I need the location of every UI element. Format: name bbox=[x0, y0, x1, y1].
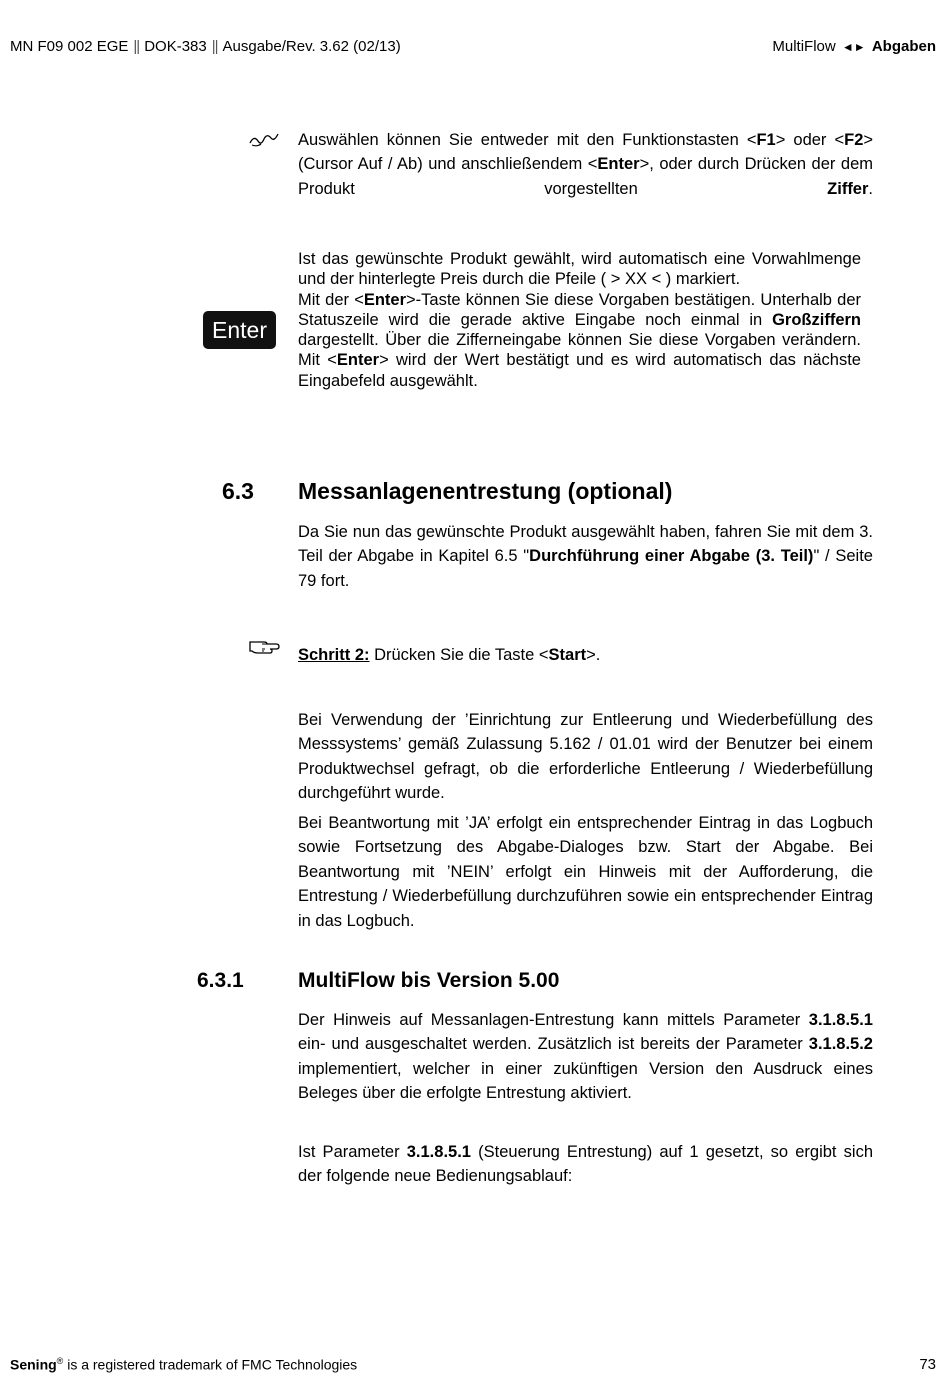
subsection-title: MultiFlow bis Version 5.00 bbox=[298, 969, 560, 992]
footer-trademark: Sening® is a registered trademark of FMC Technologies bbox=[10, 1356, 358, 1373]
header-doc-info bbox=[10, 38, 401, 55]
parameter-hint-paragraph: Der Hinweis auf Messanlagen-Entrestung kann mittels Parameter 3.1.8.5.1 ein- und ausgeschaltet werden. Zusätzlich ist bereits der Parameter 3.1.8.5.2 implementiert, welcher in einer zukünftigen Version den Ausdruck eines Beleges über die erfolgte Entrestung aktiviert. bbox=[298, 1011, 873, 1103]
selection-instructions: Auswählen können Sie entweder mit den Funktionstasten <F1> oder <F2> (Cursor Auf / Ab) und anschließendem <Enter>, oder durch Drücken der dem Produkt vorgestellten Ziffer. bbox=[298, 131, 874, 198]
header-section: Abgaben bbox=[871, 38, 936, 55]
enter-confirm-paragraph: Mit der <Enter>-Taste können Sie diese Vorgaben bestätigen. Unterhalb der Statuszeile wird die gerade aktive Eingabe noch einmal in Großziffern dargestellt. Über die Zifferneingabe können Sie diese Vorgaben verändern. Mit <Enter> wird der Wert bestätigt und es wird automatisch das nächste Eingabefeld ausgewählt. bbox=[298, 290, 861, 390]
step-2-instruction: Schritt 2: Drücken Sie die Taste <Start>. bbox=[298, 646, 601, 664]
header-revision: Ausgabe/Rev. 3.62 (02/13) bbox=[222, 38, 401, 55]
product-selected-text bbox=[298, 249, 861, 391]
nav-arrows-icon: ◄► bbox=[841, 40, 866, 54]
section-number: 6.3 bbox=[222, 478, 254, 504]
header-dok: DOK-383 bbox=[144, 38, 207, 55]
emptying-refill-paragraph: Bei Verwendung der ’Einrichtung zur Entleerung und Wiederbefüllung des Messsystems’ gemäß Zulassung 5.162 / 01.01 wird der Benutzer bei einem Produktwechsel gefragt, ob die erforderliche Entleerung / Wiederbefüllung durchgeführt wurde. bbox=[298, 711, 873, 803]
parameter-set-paragraph: Ist Parameter 3.1.8.5.1 (Steuerung Entrestung) auf 1 gesetzt, so ergibt sich der folgende neue Bedienungsablauf: bbox=[298, 1143, 874, 1186]
header-product: MultiFlow bbox=[772, 38, 836, 55]
step-label: Schritt 2: bbox=[298, 646, 370, 664]
header-separator: || bbox=[133, 38, 140, 55]
hand-pointing-icon bbox=[248, 636, 280, 660]
subsection-number: 6.3.1 bbox=[197, 969, 244, 992]
header-separator: || bbox=[211, 38, 218, 55]
header-doc-id: MN F09 002 EGE bbox=[10, 38, 129, 55]
header-section-info bbox=[772, 38, 936, 55]
answer-handling-paragraph: Bei Beantwortung mit ’JA’ erfolgt ein entsprechender Eintrag in das Logbuch sowie Fortsetzung des Abgabe-Dialoges bzw. Start der Abgabe. Bei Beantwortung mit ’NEIN’ erfolgt ein Hinweis mit der Aufforderung, die Entrestung / Wiederbefüllung durchzuführen sowie ein entsprechender Eintrag in das Logbuch. bbox=[298, 814, 873, 930]
hand-write-icon bbox=[248, 131, 282, 153]
page-number: 73 bbox=[919, 1356, 936, 1373]
preselection-paragraph: Ist das gewünschte Produkt gewählt, wird automatisch eine Vorwahlmenge und der hinterlegte Preis durch die Pfeile ( > XX < ) markiert. bbox=[298, 250, 861, 289]
section-intro-paragraph: Da Sie nun das gewünschte Produkt ausgewählt haben, fahren Sie mit dem 3. Teil der Abgabe in Kapitel 6.5 "Durchführung einer Abgabe (3. Teil)" / Seite 79 fort. bbox=[298, 523, 873, 590]
enter-key-icon: Enter bbox=[203, 311, 276, 349]
section-title: Messanlagenentrestung (optional) bbox=[298, 478, 673, 504]
